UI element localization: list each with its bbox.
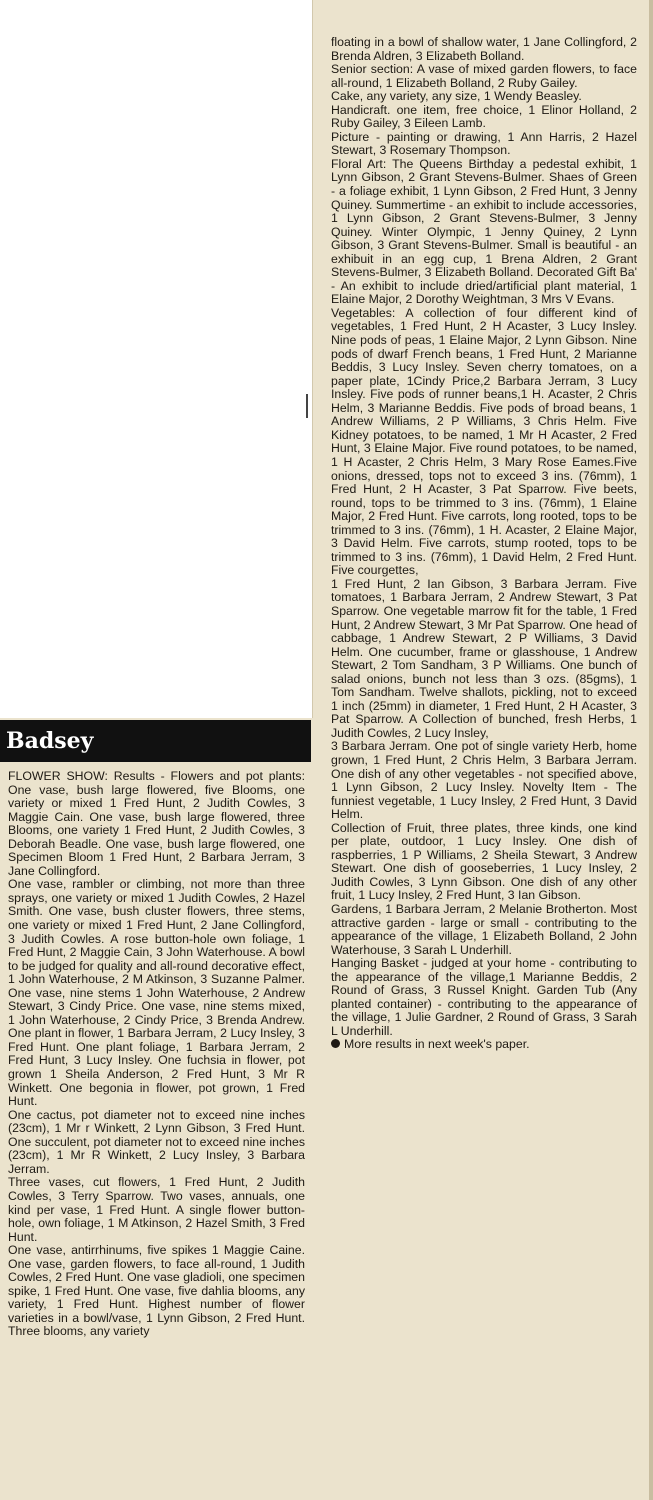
paper-edge [649,0,653,1500]
paragraph: One vase, antirrhinums, five spikes 1 Maggie Caine. One vase, garden flowers, to face all-round, 1 Judith Cowles, 2 Fred Hunt. One vase gladioli, one specimen spike, 1 Fred Hunt. One vase, five dahlia blooms, any variety, 1 Fred Hunt. Highest number of flower varieties in a bowl/vase, 1 Lynn Gibson, 2 Fred Hunt. Three blooms, any variety [8,1243,305,1339]
right-article-column [331,36,637,1052]
paragraph: Floral Art: The Queens Birthday a pedestal exhibit, 1 Lynn Gibson, 2 Grant Stevens-Bulmer. Shaes of Green - a foliage exhibit, 1 Lynn Gibson, 2 Fred Hunt, 3 Jenny Quiney. Summertime - an exhibit to include accessories, 1 Lynn Gibson, 2 Grant Stevens-Bulmer, 3 Jenny Quiney. Winter Olympic, 1 Jenny Quiney, 2 Lynn Gibson, 3 Grant Stevens-Bulmer. Small is beautiful - an exhibuit in an egg cup, 1 Brena Aldren, 2 Grant Stevens-Bulmer, 3 Elizabeth Bolland. Decorated Gift Ba' - An exhibit to include dried/artificial plant material, 1 Elaine Major, 2 Dorothy Weightman, 3 Mrs V Evans. [331,156,637,307]
paragraph: Three vases, cut flowers, 1 Fred Hunt, 2 Judith Cowles, 3 Terry Sparrow. Two vases, annuals, one kind per vase, 1 Fred Hunt. A single flower button-hole, own foliage, 1 M Atkinson, 2 Hazel Smith, 3 Fred Hunt. [8,1175,305,1244]
paragraph: One vase, rambler or climbing, not more than three sprays, one variety or mixed 1 Judith Cowles, 2 Hazel Smith. One vase, bush cluster flowers, three stems, one variety or mixed 1 Fred Hunt, 2 Jane Collingford, 3 Judith Cowles. A rose button-hole own foliage, 1 Fred Hunt, 2 Maggie Cain, 3 John Waterhouse. A bowl to be judged for quality and all-round decorative effect, 1 John Waterhouse, 2 M Atkinson, 3 Suzanne Palmer. One vase, nine stems 1 John Waterhouse, 2 Andrew Stewart, 3 Cindy Price. One vase, nine stems mixed, 1 John Waterhouse, 2 Cindy Price, 3 Brenda Andrew. One plant in flower, 1 Barbara Jerram, 2 Lucy Insley, 3 Fred Hunt. One plant foliage, 1 Barbara Jerram, 2 Fred Hunt, 3 Lucy Insley. One fuchsia in flower, pot grown 1 Sheila Anderson, 2 Fred Hunt, 3 Mr R Winkett. One begonia in flower, pot grown, 1 Fred Hunt. [8,877,305,1109]
print-mark [306,394,308,406]
paragraph: Handicraft. one item, free choice, 1 Elinor Holland, 2 Ruby Gailey, 3 Eileen Lamb. [331,102,637,131]
footer-note [331,1038,637,1052]
paragraph: 3 Barbara Jerram. One pot of single variety Herb, home grown, 1 Fred Hunt, 2 Chris Helm, 3 Barbara Jerram. One dish of any other vegetables - not specified above, 1 Lynn Gibson, 2 Lucy Insley. Novelty Item - The funniest vegetable, 1 Lucy Insley, 2 Fred Hunt, 3 David Helm. [331,739,637,822]
paragraph: Gardens, 1 Barbara Jerram, 2 Melanie Brotherton. Most attractive garden - large or small - contributing to the appearance of the village, 1 Elizabeth Bolland, 2 John Waterhouse, 3 Sarah L Underhill. [331,902,637,957]
bullet-icon [331,1039,340,1048]
section-heading: Badsey [6,728,94,754]
paragraph: Picture - painting or drawing, 1 Ann Harris, 2 Hazel Stewart, 3 Rosemary Thompson. [331,129,637,158]
paragraph: Collection of Fruit, three plates, three kinds, one kind per plate, outdoor, 1 Lucy Insley. One dish of raspberries, 1 P Williams, 2 Sheila Stewart, 3 Andrew Stewart. One dish of gooseberries, 1 Lucy Insley, 2 Judith Cowles, 3 Lynn Gibson. One dish of any other fruit, 1 Lucy Insley, 2 Fred Hunt, 3 Ian Gibson. [331,820,637,903]
paragraph: Cake, any variety, any size, 1 Wendy Beasley. [331,89,582,104]
paragraph: FLOWER SHOW: Results - Flowers and pot plants: One vase, bush large flowered, five Blooms, one variety or mixed 1 Fred Hunt, 2 Judith Cowles, 3 Maggie Cain. One vase, bush large flowered, three Blooms, one variety 1 Fred Hunt, 2 Judith Cowles, 3 Deborah Beadle. One vase, bush large flowered, one Specimen Bloom 1 Fred Hunt, 2 Barbara Jerram, 3 Jane Collingford. [8,769,305,878]
footer-note-text: More results in next week's paper. [344,1037,530,1052]
left-article-column [8,770,305,1339]
paragraph: One cactus, pot diameter not to exceed nine inches (23cm), 1 Mr r Winkett, 2 Lynn Gibson, 3 Fred Hunt. One succulent, pot diameter not to exceed nine inches (23cm), 1 Mr R Winkett, 2 Lucy Insley, 3 Barbara Jerram. [8,1107,305,1176]
paragraph: Senior section: A vase of mixed garden flowers, to face all-round, 1 Elizabeth Bolland, 2 Ruby Gailey. [331,62,637,90]
paragraph: Hanging Basket - judged at your home - contributing to the appearance of the village,1 Marianne Beddis, 2 Round of Grass, 3 Russel Knight. Garden Tub (Any planted container) - contributing to the appearance of the village, 1 Julie Gardner, 2 Round of Grass, 3 Sarah L Underhill. [331,956,637,1038]
paragraph: Vegetables: A collection of four different kind of vegetables, 1 Fred Hunt, 2 H Acaster, 3 Lucy Insley. Nine pods of peas, 1 Elaine Major, 2 Lynn Gibson. Nine pods of dwarf French beans, 1 Fred Hunt, 2 Marianne Beddis, 3 Lucy Insley. Seven cherry tomatoes, on a paper plate, 1Cindy Price,2 Barbara Jerram, 3 Lucy Insley. Five pods of runner beans,1 H. Acaster, 2 Chris Helm, 3 Marianne Beddis. Five pods of broad beans, 1 Andrew Williams, 2 P Williams, 3 Chris Helm. Five Kidney potatoes, to be named, 1 Mr H Acaster, 2 Fred Hunt, 3 Elaine Major. Five round potatoes, to be named, 1 H Acaster, 2 Chris Helm, 3 Mary Rose Eames.Five onions, dressed, tops not to exceed 3 ins. (76mm), 1 Fred Hunt, 2 H Acaster, 3 Pat Sparrow. Five beets, round, tops to be trimmed to 3 ins. (76mm), 1 Elaine Major, 2 Fred Hunt. Five carrots, long rooted, tops to be trimmed to 3 ins. (76mm), 1 H. Acaster, 2 Elaine Major, 3 David Helm. Five carrots, stump rooted, tops to be trimmed to 3 ins. (76mm), 1 David Helm, 2 Fred Hunt. Five courgettes, [331,305,637,578]
print-mark [306,406,308,418]
paragraph: floating in a bowl of shallow water, 1 Jane Collingford, 2 Brenda Aldren, 3 Elizabeth Bolland. [331,35,637,63]
paragraph: 1 Fred Hunt, 2 Ian Gibson, 3 Barbara Jerram. Five tomatoes, 1 Barbara Jerram, 2 Andrew Stewart, 3 Pat Sparrow. One vegetable marrow fit for the table, 1 Fred Hunt, 2 Andrew Stewart, 3 Mr Pat Sparrow. One head of cabbage, 1 Andrew Stewart, 2 P Williams, 3 David Helm. One cucumber, frame or glasshouse, 1 Andrew Stewart, 2 Tom Sandham, 3 P Williams. One bunch of salad onions, bunch not less than 3 ozs. (85gms), 1 Tom Sandham. Twelve shallots, pickling, not to exceed 1 inch (25mm) in diameter, 1 Fred Hunt, 2 H Acaster, 3 Pat Sparrow. A Collection of bunched, fresh Herbs, 1 Judith Cowles, 2 Lucy Insley, [331,576,637,740]
